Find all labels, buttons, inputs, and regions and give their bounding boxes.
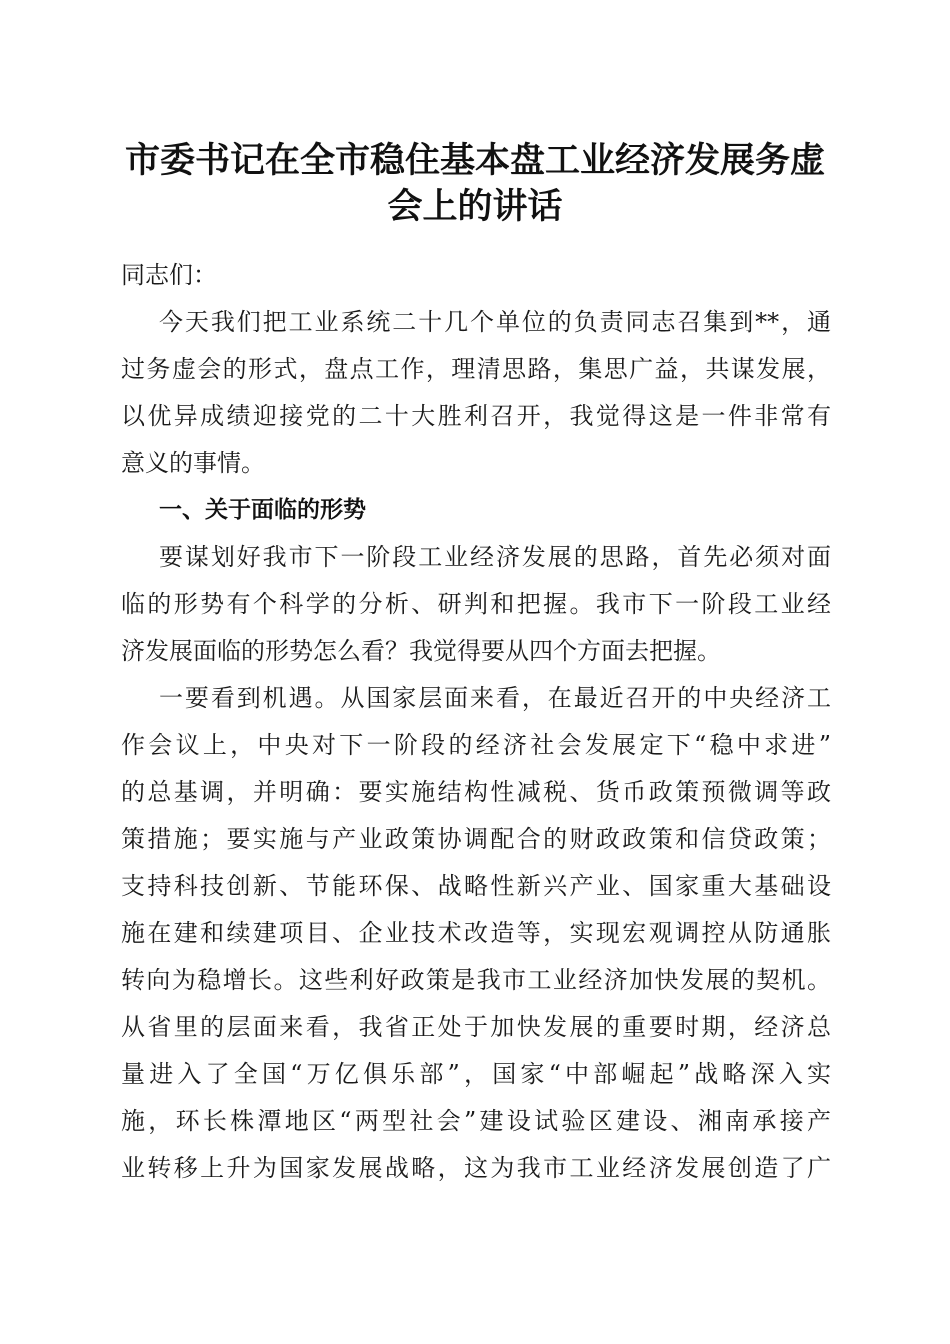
paragraph-line: 临的形势有个科学的分析、研判和把握。我市下一阶段工业经 bbox=[121, 590, 831, 618]
paragraph-3 bbox=[121, 675, 831, 1192]
paragraph-2 bbox=[121, 534, 831, 675]
paragraph-line: 支持科技创新、节能环保、战略性新兴产业、国家重大基础设 bbox=[121, 872, 831, 900]
paragraph-1 bbox=[121, 299, 831, 487]
document-title bbox=[110, 138, 840, 230]
salutation: 同志们： bbox=[121, 261, 217, 289]
paragraph-line: 以优异成绩迎接党的二十大胜利召开，我觉得这是一件非常有 bbox=[121, 402, 831, 430]
paragraph-line: 作会议上，中央对下一阶段的经济社会发展定下“稳中求进” bbox=[121, 731, 831, 759]
paragraph-line: 业转移上升为国家发展战略，这为我市工业经济发展创造了广 bbox=[121, 1154, 831, 1182]
paragraph-line: 施在建和续建项目、企业技术改造等，实现宏观调控从防通胀 bbox=[121, 919, 831, 947]
paragraph-line: 意义的事情。 bbox=[121, 449, 265, 477]
title-line-1: 市委书记在全市稳住基本盘工业经济发展务虚 bbox=[124, 140, 825, 181]
paragraph-line: 策措施；要实施与产业政策协调配合的财政政策和信贷政策； bbox=[121, 825, 831, 853]
paragraph-line: 一要看到机遇。从国家层面来看，在最近召开的中央经济工 bbox=[159, 684, 831, 712]
paragraph-line: 要谋划好我市下一阶段工业经济发展的思路，首先必须对面 bbox=[159, 543, 831, 571]
paragraph-line: 转向为稳增长。这些利好政策是我市工业经济加快发展的契机。 bbox=[121, 966, 831, 994]
paragraph-line: 济发展面临的形势怎么看？我觉得要从四个方面去把握。 bbox=[121, 637, 721, 665]
paragraph-line: 量进入了全国“万亿俱乐部”，国家“中部崛起”战略深入实 bbox=[121, 1060, 831, 1088]
paragraph-line: 过务虚会的形式，盘点工作，理清思路，集思广益，共谋发展， bbox=[121, 355, 831, 383]
title-line-2: 会上的讲话 bbox=[387, 186, 563, 227]
paragraph-line: 施，环长株潭地区“两型社会”建设试验区建设、湘南承接产 bbox=[121, 1107, 831, 1135]
paragraph-line: 从省里的层面来看，我省正处于加快发展的重要时期，经济总 bbox=[121, 1013, 831, 1041]
document-body bbox=[121, 252, 831, 1192]
paragraph-line: 的总基调，并明确：要实施结构性减税、货币政策预微调等政 bbox=[121, 778, 831, 806]
section-heading: 一、关于面临的形势 bbox=[159, 497, 366, 523]
paragraph-line: 今天我们把工业系统二十几个单位的负责同志召集到**，通 bbox=[159, 308, 831, 336]
